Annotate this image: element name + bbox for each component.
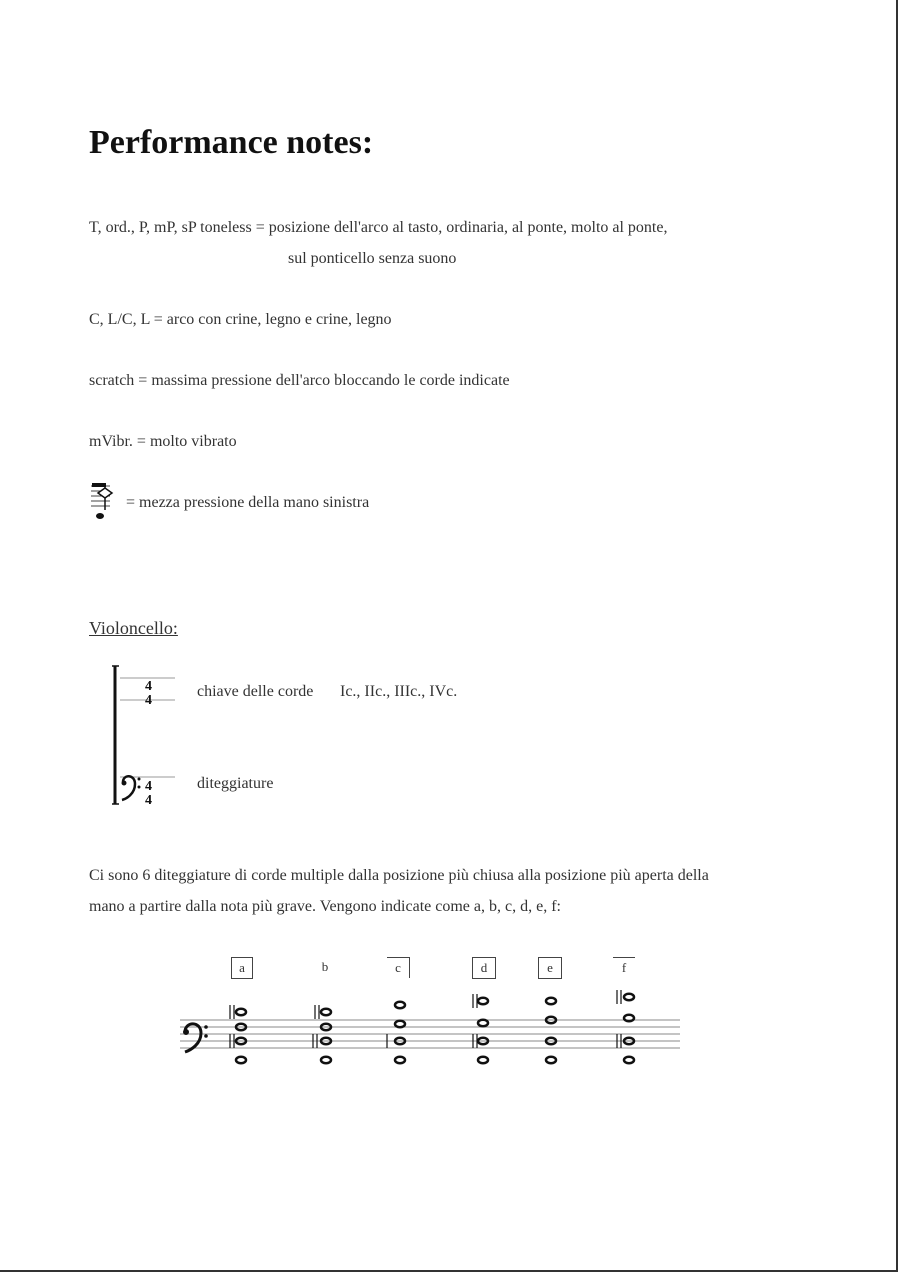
fingerings-chord-staff [175,990,685,1075]
molto-vibrato-note: mVibr. = molto vibrato [89,433,237,450]
bow-material-note: C, L/C, L = arco con crine, legno e crine, legno [89,311,392,328]
svg-text:4: 4 [145,779,152,794]
half-pressure-note: = mezza pressione della mano sinistra [126,494,370,511]
bow-position-note-continued: sul ponticello senza suono [288,250,457,267]
strings-names: Ic., IIc., IIIc., IVc. [340,683,458,700]
bow-position-note: T, ord., P, mP, sP toneless = posizione dell'arco al tasto, ordinaria, al ponte, molto al ponte, [89,219,668,236]
fingering-label-b: b [321,959,329,974]
half-pressure-notehead-icon [88,480,118,525]
fingerings-description-line2: mano a partire dalla nota più grave. Vengono indicate come a, b, c, d, e, f: [89,898,561,915]
violoncello-staff-system [110,664,190,809]
scratch-note: scratch = massima pressione dell'arco bloccando le corde indicate [89,372,510,389]
page-title: Performance notes: [89,124,374,161]
fingering-label-d: d [472,957,496,979]
fingerings-description-line1: Ci sono 6 diteggiature di corde multiple dalla posizione più chiusa alla posizione più aperta della [89,867,709,884]
svg-text:4: 4 [145,793,152,808]
fingering-label-a: a [231,957,253,979]
svg-text:4: 4 [145,693,152,708]
svg-text:4: 4 [145,679,152,694]
fingering-label-c: c [387,957,410,978]
strings-clef-label: chiave delle corde [197,683,314,700]
violoncello-heading: Violoncello: [89,618,178,638]
fingerings-label: diteggiature [197,775,274,792]
fingering-label-e: e [538,957,562,979]
fingering-label-f: f [613,957,635,978]
